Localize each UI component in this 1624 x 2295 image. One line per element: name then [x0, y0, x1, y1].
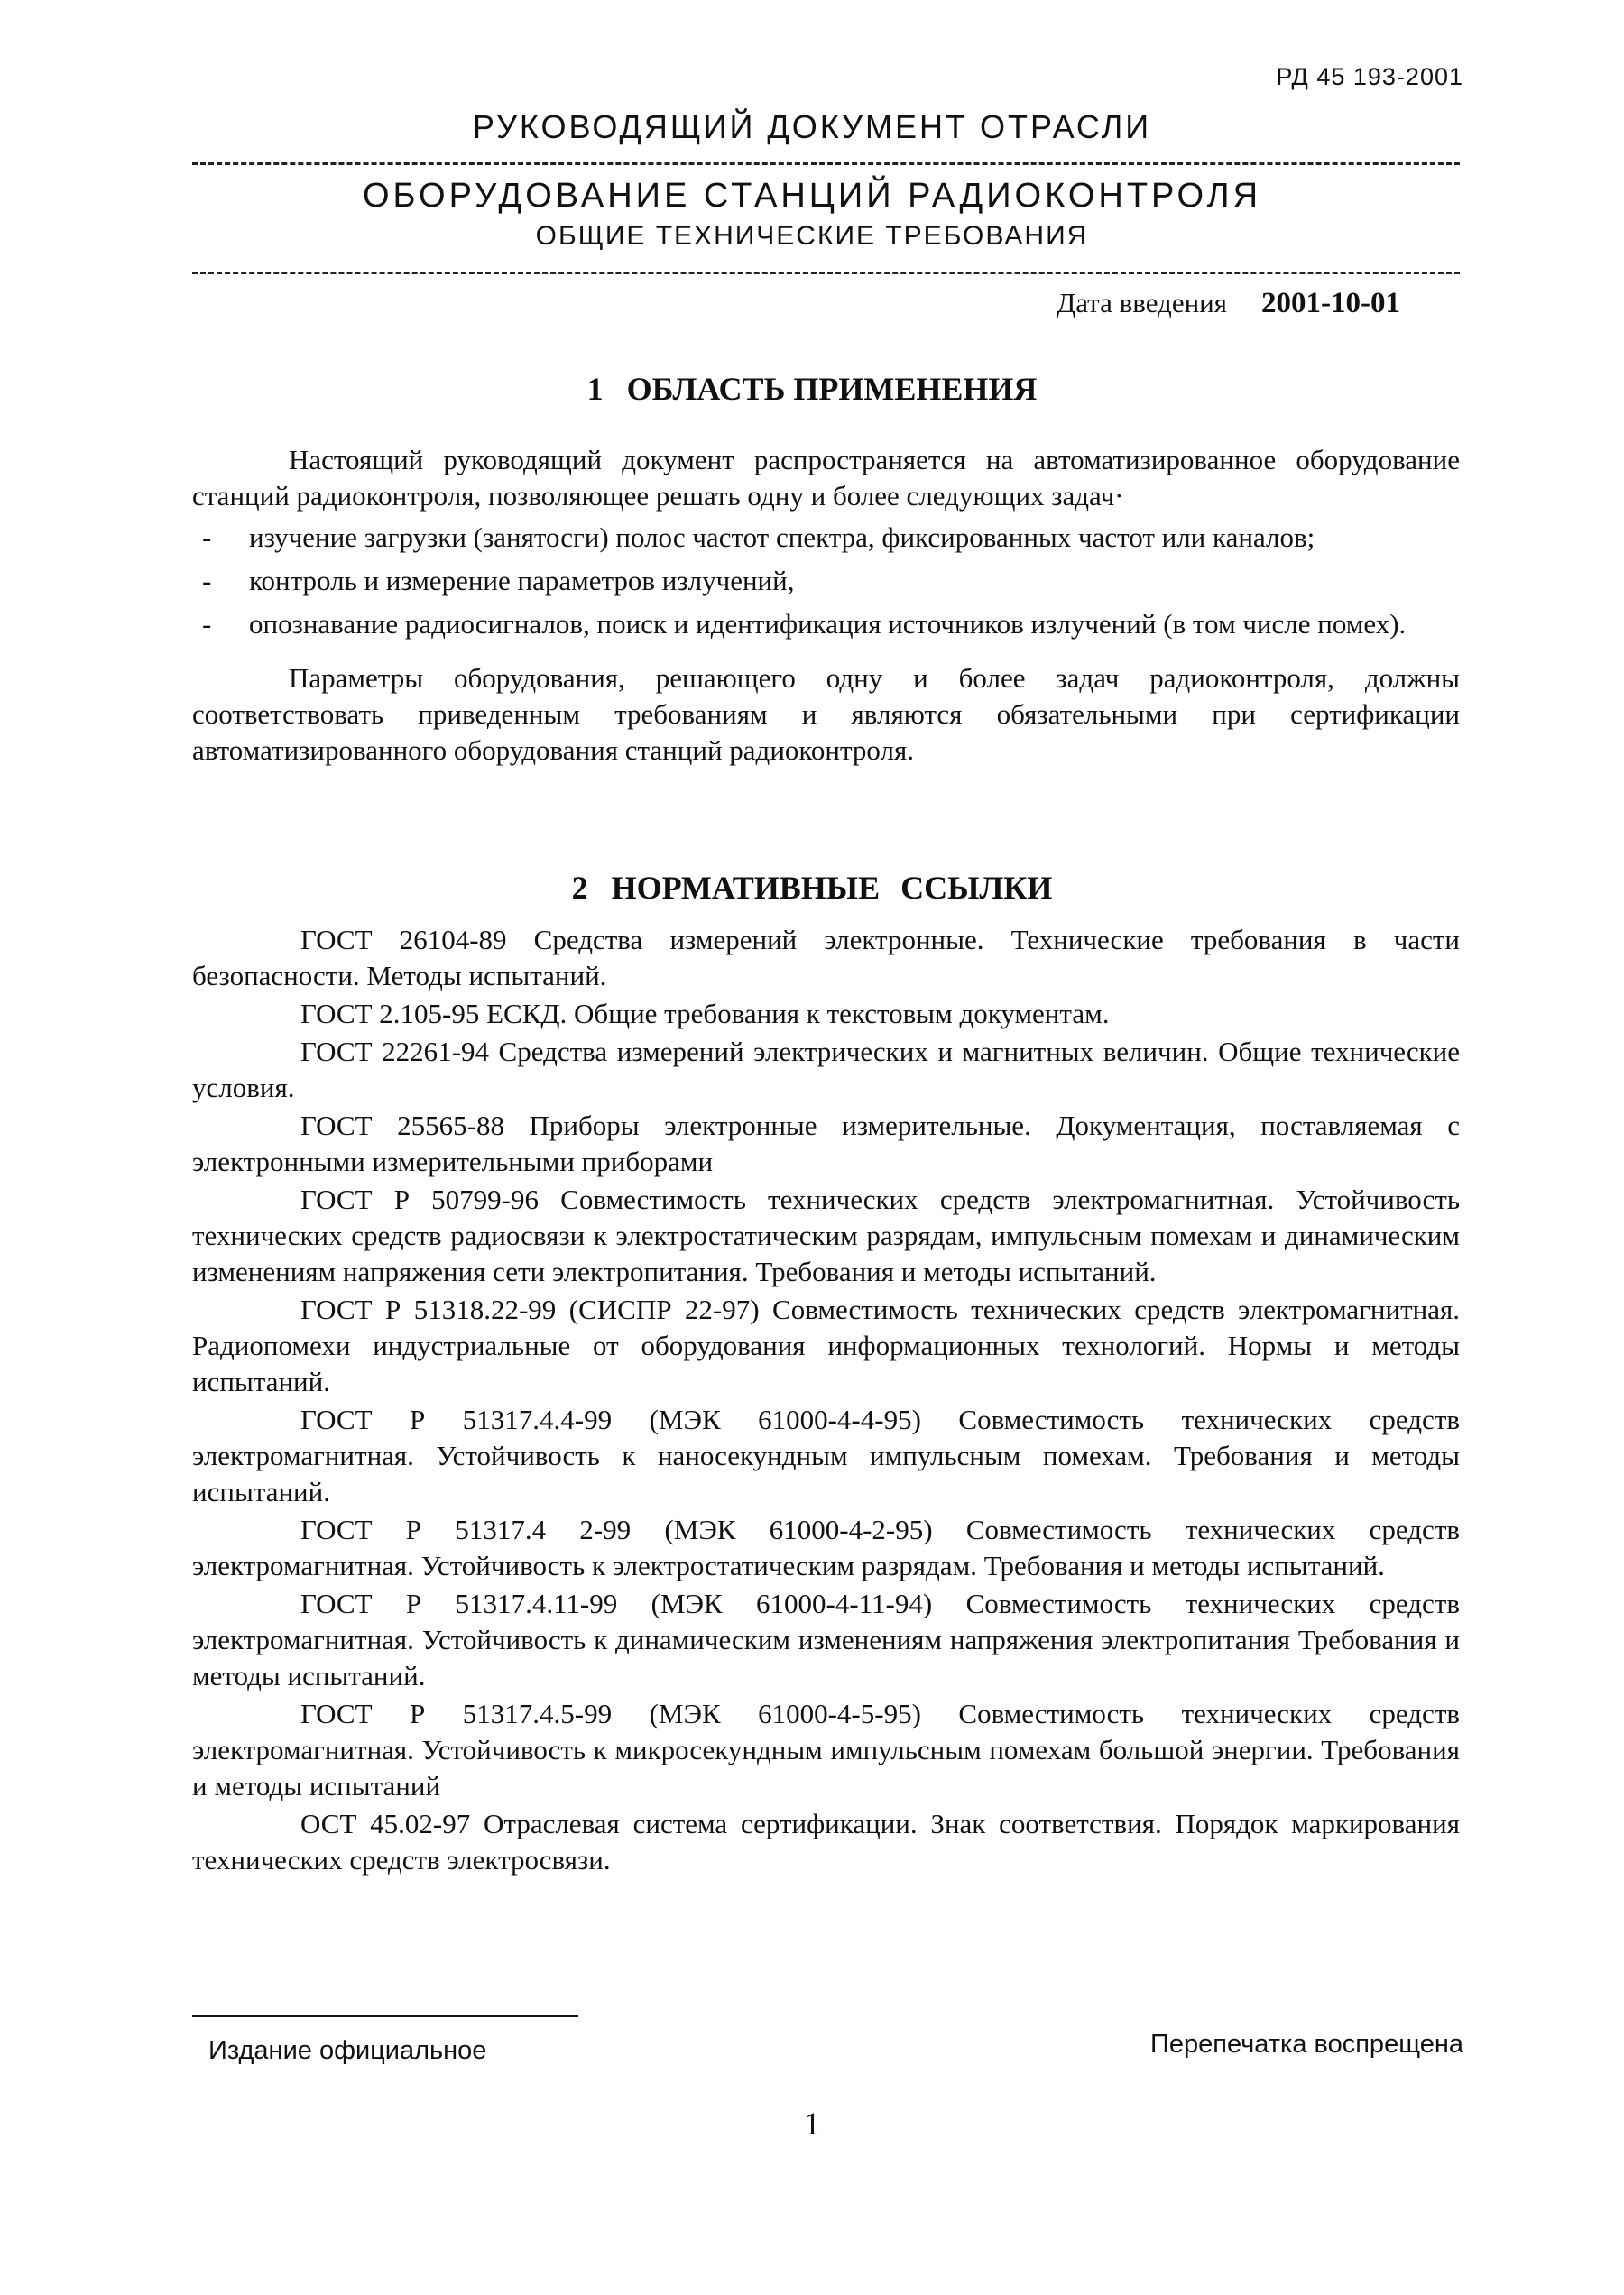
document-title: ОБОРУДОВАНИЕ СТАНЦИЙ РАДИОКОНТРОЛЯ: [362, 177, 1262, 215]
reference-item: ОСТ 45.02-97 Отраслевая система сертификации. Знак соответствия. Порядок маркирования технических средств электросвязи.: [192, 1808, 1460, 1876]
divider-bottom: [192, 272, 1460, 274]
section-2-number: 2: [571, 870, 588, 906]
divider-top: [192, 162, 1460, 165]
section-1-body: [192, 442, 1460, 769]
scope-paragraph: Параметры оборудования, решающего одну и более задач радиоконтроля, должны соответствовать приведенным требованиям и являются обязательными при сертификации автоматизированного оборудования станций радиоконтроля.: [192, 662, 1460, 766]
section-1-heading: [0, 370, 1624, 408]
footnote-divider: [192, 2015, 578, 2017]
list-item: - изучение загрузки (занятосги) полос частот спектра, фиксированных частот или каналов;: [202, 521, 1315, 553]
section-1-title: ОБЛАСТЬ ПРИМЕНЕНИЯ: [626, 371, 1038, 407]
list-item: - опознавание радиосигналов, поиск и идентификация источников излучений (в том числе помех).: [202, 608, 1407, 640]
reference-item: ГОСТ Р 51317.4.5-99 (МЭК 61000-4-5-95) Совместимость технических средств электромагнитная. Устойчивость к микросекундным импульсным помехам большой энергии. Требования и методы испытаний: [192, 1698, 1460, 1802]
scope-intro: Настоящий руководящий документ распространяется на автоматизированное оборудование станций радиоконтроля, позволяющее решать одну и более следующих задач·: [192, 444, 1460, 512]
document-category: РУКОВОДЯЩИЙ ДОКУМЕНТ ОТРАСЛИ: [472, 108, 1152, 145]
normative-references: [192, 922, 1460, 1880]
date-value: 2001-10-01: [1261, 287, 1400, 319]
date-label: Дата введения: [1057, 287, 1228, 318]
page-number: 1: [804, 2106, 820, 2142]
task-list: [192, 520, 1460, 642]
reprint-note: Перепечатка воспрещена: [1150, 2030, 1463, 2059]
reference-item: ГОСТ 25565-88 Приборы электронные измерительные. Документация, поставляемая с электронными измерительными приборами: [192, 1110, 1460, 1177]
document-code: РД 45 193-2001: [1276, 63, 1463, 90]
reference-item: ГОСТ Р 51317.4.11-99 (МЭК 61000-4-11-94) Совместимость технических средств электромагнитная. Устойчивость к динамическим изменениям напряжения электропитания Требования и методы испытаний.: [192, 1588, 1460, 1691]
reference-item: ГОСТ Р 51317.4.4-99 (МЭК 61000-4-4-95) Совместимость технических средств электромагнитная. Устойчивость к наносекундным импульсным помехам. Требования и методы испытаний.: [192, 1404, 1460, 1507]
list-item: - контроль и измерение параметров излучений,: [202, 565, 795, 596]
reference-item: ГОСТ 26104-89 Средства измерений электронные. Технические требования в части безопасности. Методы испытаний.: [192, 924, 1460, 991]
section-2-title: НОРМАТИВНЫЕ ССЫЛКИ: [611, 870, 1053, 906]
reference-item: ГОСТ 2.105-95 ЕСКД. Общие требования к текстовым документам.: [300, 998, 1110, 1029]
document-subtitle: ОБЩИЕ ТЕХНИЧЕСКИЕ ТРЕБОВАНИЯ: [535, 221, 1089, 251]
reference-item: ГОСТ Р 51317.4 2-99 (МЭК 61000-4-2-95) Совместимость технических средств электромагнитная. Устойчивость к электростатическим разрядам. Требования и методы испытаний.: [192, 1514, 1460, 1581]
section-1-number: 1: [586, 371, 604, 407]
section-2-heading: [0, 869, 1624, 907]
reference-item: ГОСТ Р 51318.22-99 (СИСПР 22-97) Совместимость технических средств электромагнитная. Радиопомехи индустриальные от оборудования информационных технологий. Нормы и методы испытаний.: [192, 1294, 1460, 1397]
reference-item: ГОСТ Р 50799-96 Совместимость технических средств электромагнитная. Устойчивость технических средств радиосвязи к электростатическим разрядам, импульсным помехам и динамическим изменениям напряжения сети электропитания. Требования и методы испытаний.: [192, 1184, 1460, 1287]
edition-note: Издание официальное: [208, 2036, 487, 2065]
effective-date: [1057, 287, 1400, 320]
reference-item: ГОСТ 22261-94 Средства измерений электрических и магнитных величин. Общие технические условия.: [192, 1036, 1460, 1103]
